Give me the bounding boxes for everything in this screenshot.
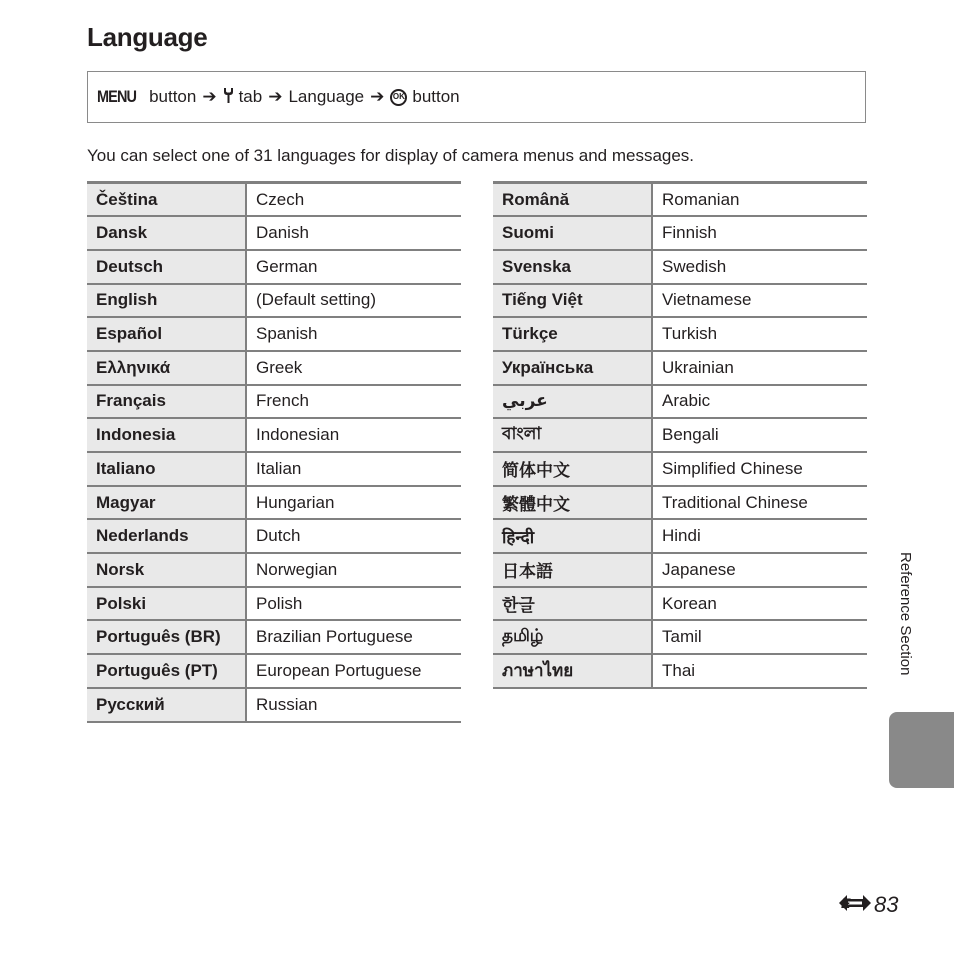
language-row: [493, 351, 867, 385]
english-language-name: Spanish: [246, 317, 461, 351]
native-language-name: Ελληνικά: [87, 351, 246, 385]
native-language-name: Русский: [87, 688, 246, 722]
english-language-name: Finnish: [652, 216, 867, 250]
language-row: [493, 216, 867, 250]
native-language-name: عربي: [493, 385, 652, 419]
english-language-name: Traditional Chinese: [652, 486, 867, 520]
native-language-name: 繁體中文: [493, 486, 652, 520]
english-language-name: Ukrainian: [652, 351, 867, 385]
native-language-name: Suomi: [493, 216, 652, 250]
arrow-icon: ➔: [202, 87, 217, 106]
menu-button-icon: MENU: [97, 87, 137, 106]
native-language-name: English: [87, 284, 246, 318]
english-language-name: Turkish: [652, 317, 867, 351]
side-section-label: Reference Section: [897, 552, 914, 676]
menu-path-box: [87, 71, 866, 123]
side-section-tab: [889, 712, 954, 788]
native-language-name: Deutsch: [87, 250, 246, 284]
english-language-name: Indonesian: [246, 418, 461, 452]
arrow-icon: ➔: [370, 87, 385, 106]
language-row: [493, 385, 867, 419]
english-language-name: Vietnamese: [652, 284, 867, 318]
language-table-left: [87, 181, 461, 723]
native-language-name: ภาษาไทย: [493, 654, 652, 688]
native-language-name: Română: [493, 183, 652, 217]
language-row: [87, 688, 461, 722]
native-language-name: 简体中文: [493, 452, 652, 486]
native-language-name: हिन्दी: [493, 519, 652, 553]
arrow-icon: ➔: [268, 87, 283, 106]
native-language-name: Tiếng Việt: [493, 284, 652, 318]
language-table-right: [493, 181, 867, 689]
english-language-name: French: [246, 385, 461, 419]
english-language-name: Norwegian: [246, 553, 461, 587]
language-row: [87, 317, 461, 351]
native-language-name: Português (PT): [87, 654, 246, 688]
language-row: [493, 452, 867, 486]
language-row: [493, 418, 867, 452]
language-row: [493, 486, 867, 520]
english-language-name: Czech: [246, 183, 461, 217]
svg-text:E: E: [841, 895, 851, 911]
language-row: [493, 317, 867, 351]
language-row: [493, 587, 867, 621]
page-title: Language: [87, 22, 208, 52]
native-language-name: Français: [87, 385, 246, 419]
native-language-name: Italiano: [87, 452, 246, 486]
reference-section-icon: [838, 892, 872, 918]
language-row: [87, 351, 461, 385]
english-language-name: German: [246, 250, 461, 284]
english-language-name: Swedish: [652, 250, 867, 284]
language-row: [493, 284, 867, 318]
language-row: [493, 519, 867, 553]
ok-button-word: button: [412, 87, 460, 106]
english-language-name: Danish: [246, 216, 461, 250]
native-language-name: বাংলা: [493, 418, 652, 452]
english-language-name: Tamil: [652, 620, 867, 654]
english-language-name: Italian: [246, 452, 461, 486]
native-language-name: Svenska: [493, 250, 652, 284]
native-language-name: 한글: [493, 587, 652, 621]
english-language-name: Greek: [246, 351, 461, 385]
language-row: [87, 620, 461, 654]
language-row: [87, 452, 461, 486]
language-row: [87, 250, 461, 284]
language-row: [87, 587, 461, 621]
english-language-name: Japanese: [652, 553, 867, 587]
tab-word: tab: [238, 87, 263, 106]
menu-button-word: button: [149, 87, 197, 106]
english-language-name: Romanian: [652, 183, 867, 217]
language-row: [493, 250, 867, 284]
native-language-name: Norsk: [87, 553, 246, 587]
language-row: [87, 486, 461, 520]
english-language-name: European Portuguese: [246, 654, 461, 688]
english-language-name: Korean: [652, 587, 867, 621]
native-language-name: Español: [87, 317, 246, 351]
english-language-name: (Default setting): [246, 284, 461, 318]
language-row: [493, 620, 867, 654]
english-language-name: Arabic: [652, 385, 867, 419]
language-row: [493, 553, 867, 587]
native-language-name: Polski: [87, 587, 246, 621]
native-language-name: 日本語: [493, 553, 652, 587]
native-language-name: Nederlands: [87, 519, 246, 553]
english-language-name: Simplified Chinese: [652, 452, 867, 486]
english-language-name: Thai: [652, 654, 867, 688]
language-row: [87, 216, 461, 250]
native-language-name: Português (BR): [87, 620, 246, 654]
native-language-name: Magyar: [87, 486, 246, 520]
english-language-name: Hindi: [652, 519, 867, 553]
english-language-name: Russian: [246, 688, 461, 722]
native-language-name: Čeština: [87, 183, 246, 217]
english-language-name: Hungarian: [246, 486, 461, 520]
english-language-name: Bengali: [652, 418, 867, 452]
page-number-value: 83: [874, 892, 899, 917]
language-word: Language: [288, 87, 365, 106]
language-row: [87, 519, 461, 553]
native-language-name: Dansk: [87, 216, 246, 250]
language-row: [87, 654, 461, 688]
english-language-name: Dutch: [246, 519, 461, 553]
language-row: [87, 385, 461, 419]
language-row: [493, 654, 867, 688]
language-row: [87, 183, 461, 217]
native-language-name: Indonesia: [87, 418, 246, 452]
wrench-icon: [223, 87, 234, 107]
language-row: [87, 284, 461, 318]
english-language-name: Brazilian Portuguese: [246, 620, 461, 654]
english-language-name: Polish: [246, 587, 461, 621]
ok-button-icon: OK: [390, 89, 407, 106]
native-language-name: Українська: [493, 351, 652, 385]
intro-text: You can select one of 31 languages for display of camera menus and messages.: [87, 146, 695, 165]
native-language-name: Türkçe: [493, 317, 652, 351]
language-row: [87, 553, 461, 587]
page-number: [838, 892, 898, 918]
native-language-name: தமிழ்: [493, 620, 652, 654]
language-row: [87, 418, 461, 452]
language-row: [493, 183, 867, 217]
